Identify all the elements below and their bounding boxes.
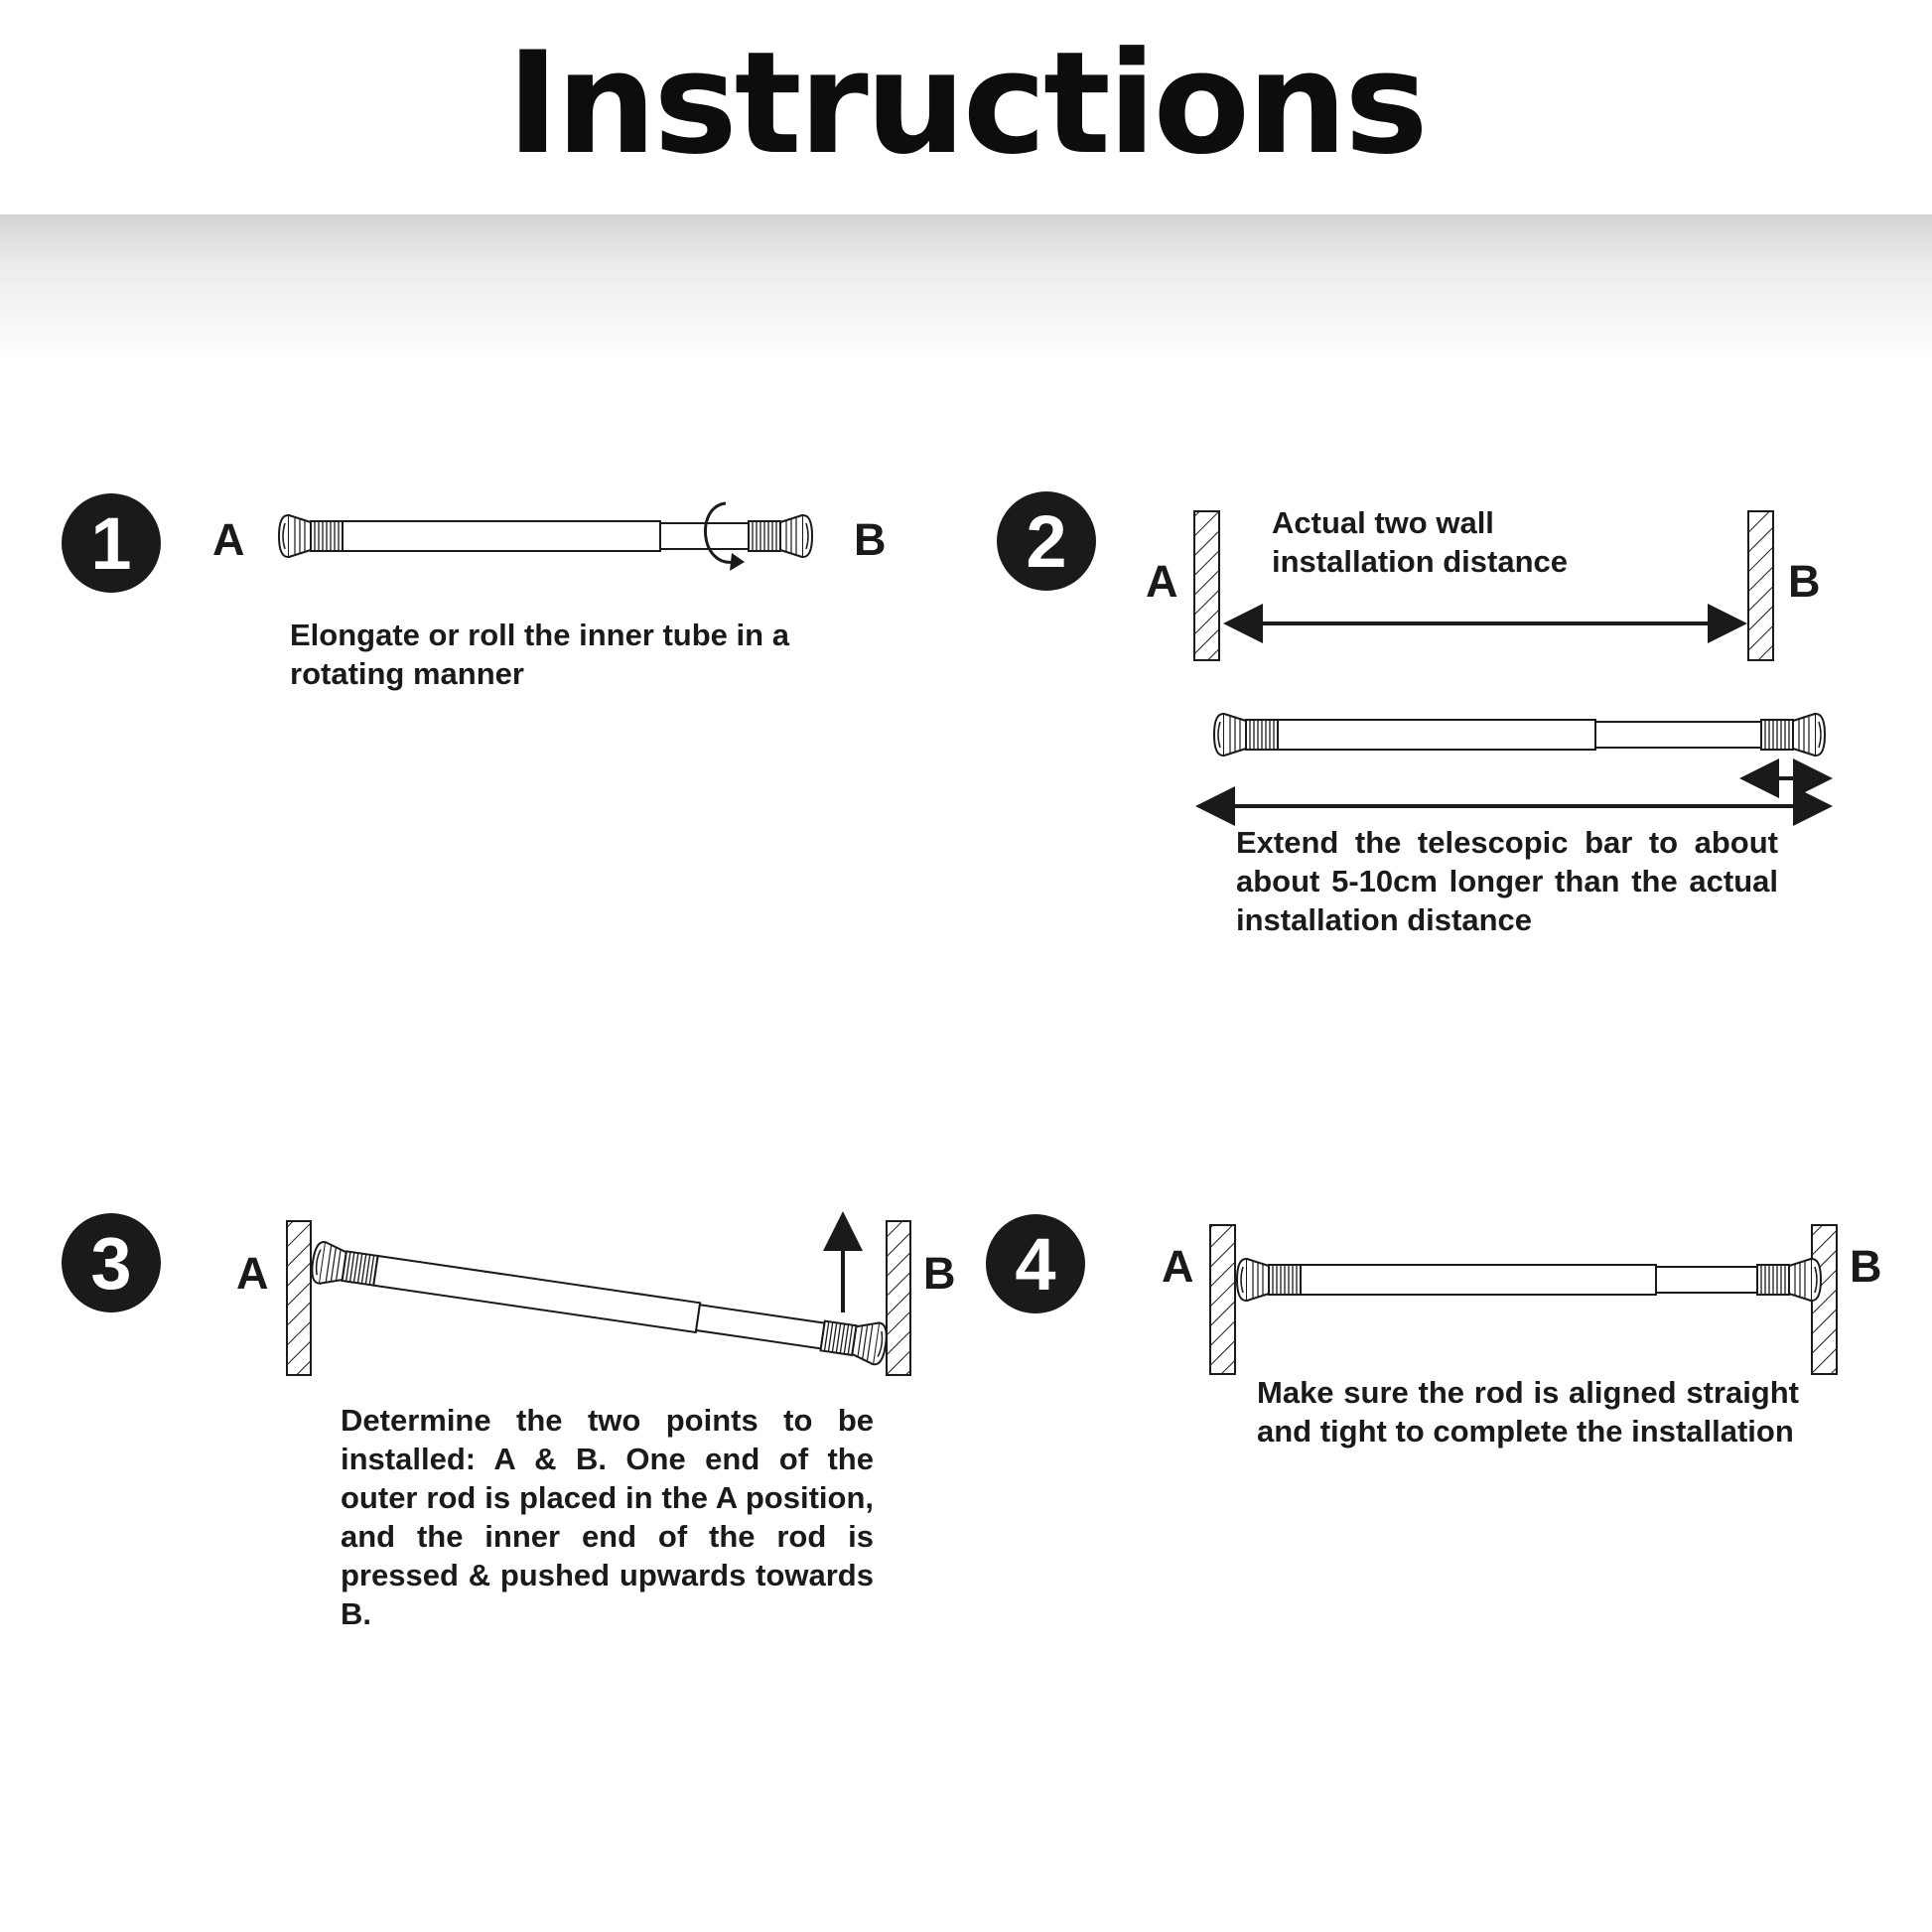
wall-b	[1748, 511, 1773, 660]
step-number-badge: 4	[986, 1214, 1085, 1313]
wall-a	[1210, 1225, 1235, 1374]
point-b-label: B	[1788, 556, 1821, 607]
step-4-caption: Make sure the rod is aligned straight and tight to complete the installation	[1257, 1375, 1799, 1449]
step-2-rod	[1214, 714, 1825, 756]
point-b-label: B	[923, 1248, 956, 1299]
step-number-badge: 3	[62, 1213, 161, 1312]
point-a-label: A	[1146, 556, 1178, 607]
step-3-rod	[310, 1241, 889, 1366]
page-title: Instructions	[506, 21, 1426, 186]
point-b-label: B	[854, 514, 887, 565]
point-a-label: A	[212, 514, 245, 565]
point-a-label: A	[236, 1248, 269, 1299]
step-1-rod	[279, 515, 812, 557]
distance-label: Actual two wall installation distance	[1272, 505, 1569, 579]
step-number-badge: 2	[997, 491, 1096, 591]
wall-a	[1194, 511, 1219, 660]
wall-a	[287, 1221, 311, 1375]
step-1-caption: Elongate or roll the inner tube in a rotating manner	[290, 618, 789, 691]
step-2-caption: Extend the telescopic bar to about about 5-10cm longer than the actual installation distance	[1236, 825, 1778, 937]
step-number-badge: 1	[62, 493, 161, 593]
step-3-caption: Determine the two points to be installed: A & B. One end of the outer rod is placed in the A position, and the inner end of the rod is pressed & pushed upwards towards B.	[341, 1403, 874, 1631]
point-b-label: B	[1850, 1241, 1882, 1292]
step-4-rod	[1237, 1259, 1821, 1301]
point-a-label: A	[1162, 1241, 1194, 1292]
wall-b	[887, 1221, 910, 1375]
